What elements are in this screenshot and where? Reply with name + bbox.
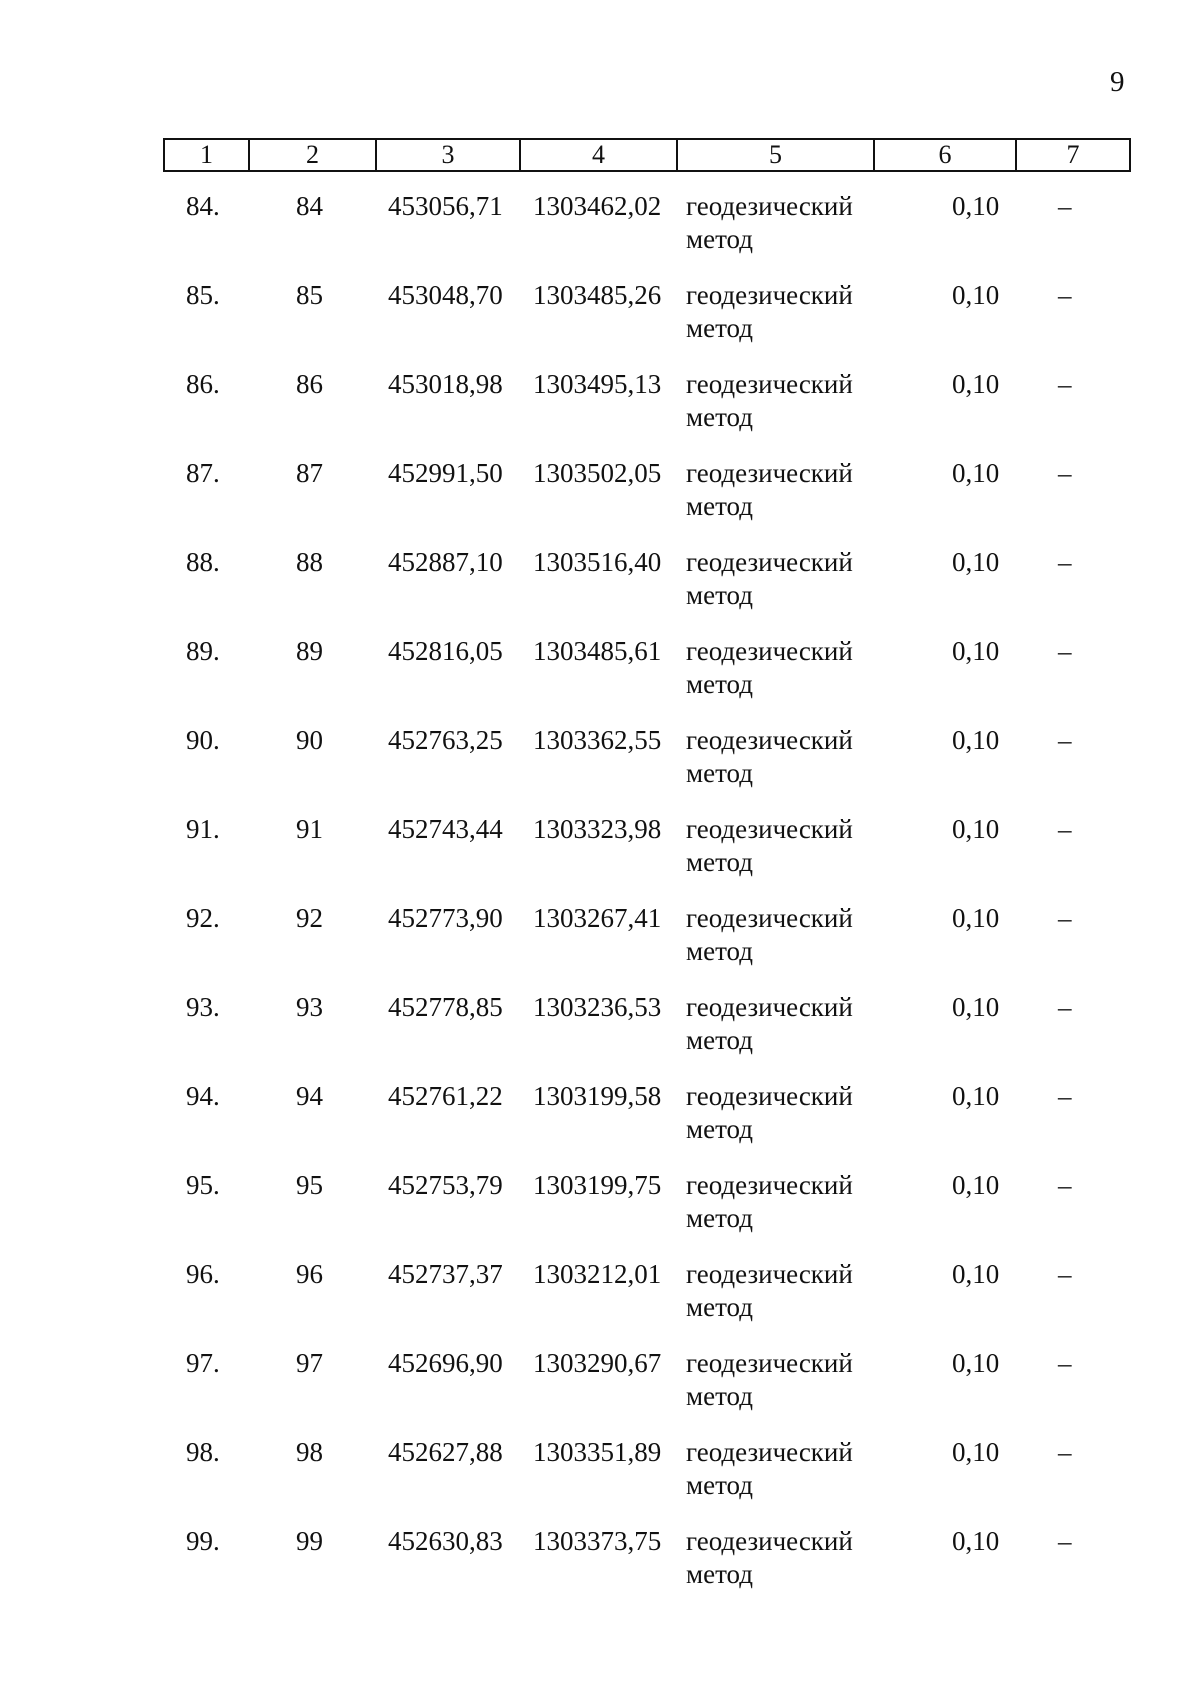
method-cell: геодезический метод [686, 369, 853, 432]
note-cell: – [1058, 458, 1072, 488]
point-id: 97 [296, 1348, 323, 1378]
point-id: 84 [296, 191, 323, 221]
point-id: 94 [296, 1081, 323, 1111]
table-row [0, 1525, 1200, 1614]
coordinate-x: 452991,50 [388, 458, 503, 488]
note-cell: – [1058, 1081, 1072, 1111]
coordinate-y: 1303485,26 [533, 280, 662, 310]
coordinate-x: 452773,90 [388, 903, 503, 933]
point-id: 99 [296, 1526, 323, 1556]
accuracy-cell: 0,10 [952, 1081, 1000, 1111]
note-cell: – [1058, 280, 1072, 310]
accuracy-cell: 0,10 [952, 1170, 1000, 1200]
coordinate-y: 1303351,89 [533, 1437, 662, 1467]
method-cell: геодезический метод [686, 1348, 853, 1411]
point-id: 96 [296, 1259, 323, 1289]
coordinate-y: 1303485,61 [533, 636, 662, 666]
table-row [0, 279, 1200, 368]
method-cell: геодезический метод [686, 1437, 853, 1500]
point-id: 92 [296, 903, 323, 933]
coordinate-y: 1303516,40 [533, 547, 662, 577]
table-row [0, 190, 1200, 279]
note-cell: – [1058, 1437, 1072, 1467]
coordinate-y: 1303362,55 [533, 725, 662, 755]
point-id: 87 [296, 458, 323, 488]
method-cell: геодезический метод [686, 1081, 853, 1144]
header-cell-5: 5 [677, 139, 874, 171]
note-cell: – [1058, 1526, 1072, 1556]
table-row [0, 546, 1200, 635]
method-cell: геодезический метод [686, 636, 853, 699]
coordinate-x: 452627,88 [388, 1437, 503, 1467]
accuracy-cell: 0,10 [952, 547, 1000, 577]
coordinate-y: 1303199,58 [533, 1081, 662, 1111]
row-number: 85. [186, 280, 220, 310]
coordinate-y: 1303267,41 [533, 903, 662, 933]
point-id: 91 [296, 814, 323, 844]
column-number-header [163, 138, 1131, 172]
note-cell: – [1058, 992, 1072, 1022]
note-cell: – [1058, 1259, 1072, 1289]
method-cell: геодезический метод [686, 1259, 853, 1322]
header-cell-4: 4 [520, 139, 677, 171]
point-id: 89 [296, 636, 323, 666]
coordinate-x: 452743,44 [388, 814, 503, 844]
point-id: 85 [296, 280, 323, 310]
accuracy-cell: 0,10 [952, 992, 1000, 1022]
coordinate-y: 1303462,02 [533, 191, 662, 221]
row-number: 98. [186, 1437, 220, 1467]
row-number: 99. [186, 1526, 220, 1556]
coordinate-x: 453056,71 [388, 191, 503, 221]
coordinate-x: 452778,85 [388, 992, 503, 1022]
accuracy-cell: 0,10 [952, 725, 1000, 755]
accuracy-cell: 0,10 [952, 458, 1000, 488]
accuracy-cell: 0,10 [952, 636, 1000, 666]
row-number: 88. [186, 547, 220, 577]
method-cell: геодезический метод [686, 458, 853, 521]
table-row [0, 457, 1200, 546]
coordinate-x: 453018,98 [388, 369, 503, 399]
accuracy-cell: 0,10 [952, 814, 1000, 844]
accuracy-cell: 0,10 [952, 280, 1000, 310]
accuracy-cell: 0,10 [952, 369, 1000, 399]
header-cell-3: 3 [376, 139, 520, 171]
method-cell: геодезический метод [686, 992, 853, 1055]
note-cell: – [1058, 1170, 1072, 1200]
table-row [0, 1258, 1200, 1347]
accuracy-cell: 0,10 [952, 1437, 1000, 1467]
row-number: 91. [186, 814, 220, 844]
accuracy-cell: 0,10 [952, 191, 1000, 221]
note-cell: – [1058, 725, 1072, 755]
coordinate-y: 1303373,75 [533, 1526, 662, 1556]
note-cell: – [1058, 1348, 1072, 1378]
method-cell: геодезический метод [686, 1170, 853, 1233]
point-id: 86 [296, 369, 323, 399]
point-id: 95 [296, 1170, 323, 1200]
row-number: 93. [186, 992, 220, 1022]
coordinate-x: 452753,79 [388, 1170, 503, 1200]
note-cell: – [1058, 547, 1072, 577]
row-number: 96. [186, 1259, 220, 1289]
coordinate-x: 452763,25 [388, 725, 503, 755]
method-cell: геодезический метод [686, 725, 853, 788]
method-cell: геодезический метод [686, 191, 853, 254]
accuracy-cell: 0,10 [952, 1526, 1000, 1556]
table-row [0, 991, 1200, 1080]
row-number: 89. [186, 636, 220, 666]
coordinate-y: 1303502,05 [533, 458, 662, 488]
coordinate-x: 452630,83 [388, 1526, 503, 1556]
point-id: 98 [296, 1437, 323, 1467]
table-row [0, 368, 1200, 457]
table-row [0, 1080, 1200, 1169]
coordinate-x: 452816,05 [388, 636, 503, 666]
accuracy-cell: 0,10 [952, 1348, 1000, 1378]
method-cell: геодезический метод [686, 903, 853, 966]
table-row [0, 1347, 1200, 1436]
point-id: 88 [296, 547, 323, 577]
coordinate-x: 452887,10 [388, 547, 503, 577]
coordinate-x: 452696,90 [388, 1348, 503, 1378]
note-cell: – [1058, 903, 1072, 933]
coordinate-y: 1303290,67 [533, 1348, 662, 1378]
header-cell-1: 1 [164, 139, 249, 171]
row-number: 94. [186, 1081, 220, 1111]
row-number: 84. [186, 191, 220, 221]
row-number: 86. [186, 369, 220, 399]
coordinate-x: 452761,22 [388, 1081, 503, 1111]
row-number: 92. [186, 903, 220, 933]
page-number: 9 [1110, 66, 1125, 98]
header-cell-6: 6 [874, 139, 1016, 171]
coordinate-x: 453048,70 [388, 280, 503, 310]
coordinates-table-body [0, 190, 1200, 1614]
coordinate-y: 1303199,75 [533, 1170, 662, 1200]
coordinate-y: 1303323,98 [533, 814, 662, 844]
accuracy-cell: 0,10 [952, 903, 1000, 933]
table-row [0, 1169, 1200, 1258]
row-number: 87. [186, 458, 220, 488]
table-row [0, 813, 1200, 902]
header-row [164, 139, 1130, 171]
method-cell: геодезический метод [686, 280, 853, 343]
method-cell: геодезический метод [686, 547, 853, 610]
point-id: 90 [296, 725, 323, 755]
table-row [0, 902, 1200, 991]
coordinate-y: 1303236,53 [533, 992, 662, 1022]
note-cell: – [1058, 636, 1072, 666]
table-row [0, 724, 1200, 813]
table-row [0, 1436, 1200, 1525]
row-number: 90. [186, 725, 220, 755]
method-cell: геодезический метод [686, 814, 853, 877]
table-row [0, 635, 1200, 724]
coordinate-y: 1303212,01 [533, 1259, 662, 1289]
header-cell-7: 7 [1016, 139, 1130, 171]
note-cell: – [1058, 191, 1072, 221]
method-cell: геодезический метод [686, 1526, 853, 1589]
row-number: 95. [186, 1170, 220, 1200]
coordinate-x: 452737,37 [388, 1259, 503, 1289]
point-id: 93 [296, 992, 323, 1022]
note-cell: – [1058, 369, 1072, 399]
coordinate-y: 1303495,13 [533, 369, 662, 399]
note-cell: – [1058, 814, 1072, 844]
header-cell-2: 2 [249, 139, 376, 171]
accuracy-cell: 0,10 [952, 1259, 1000, 1289]
row-number: 97. [186, 1348, 220, 1378]
